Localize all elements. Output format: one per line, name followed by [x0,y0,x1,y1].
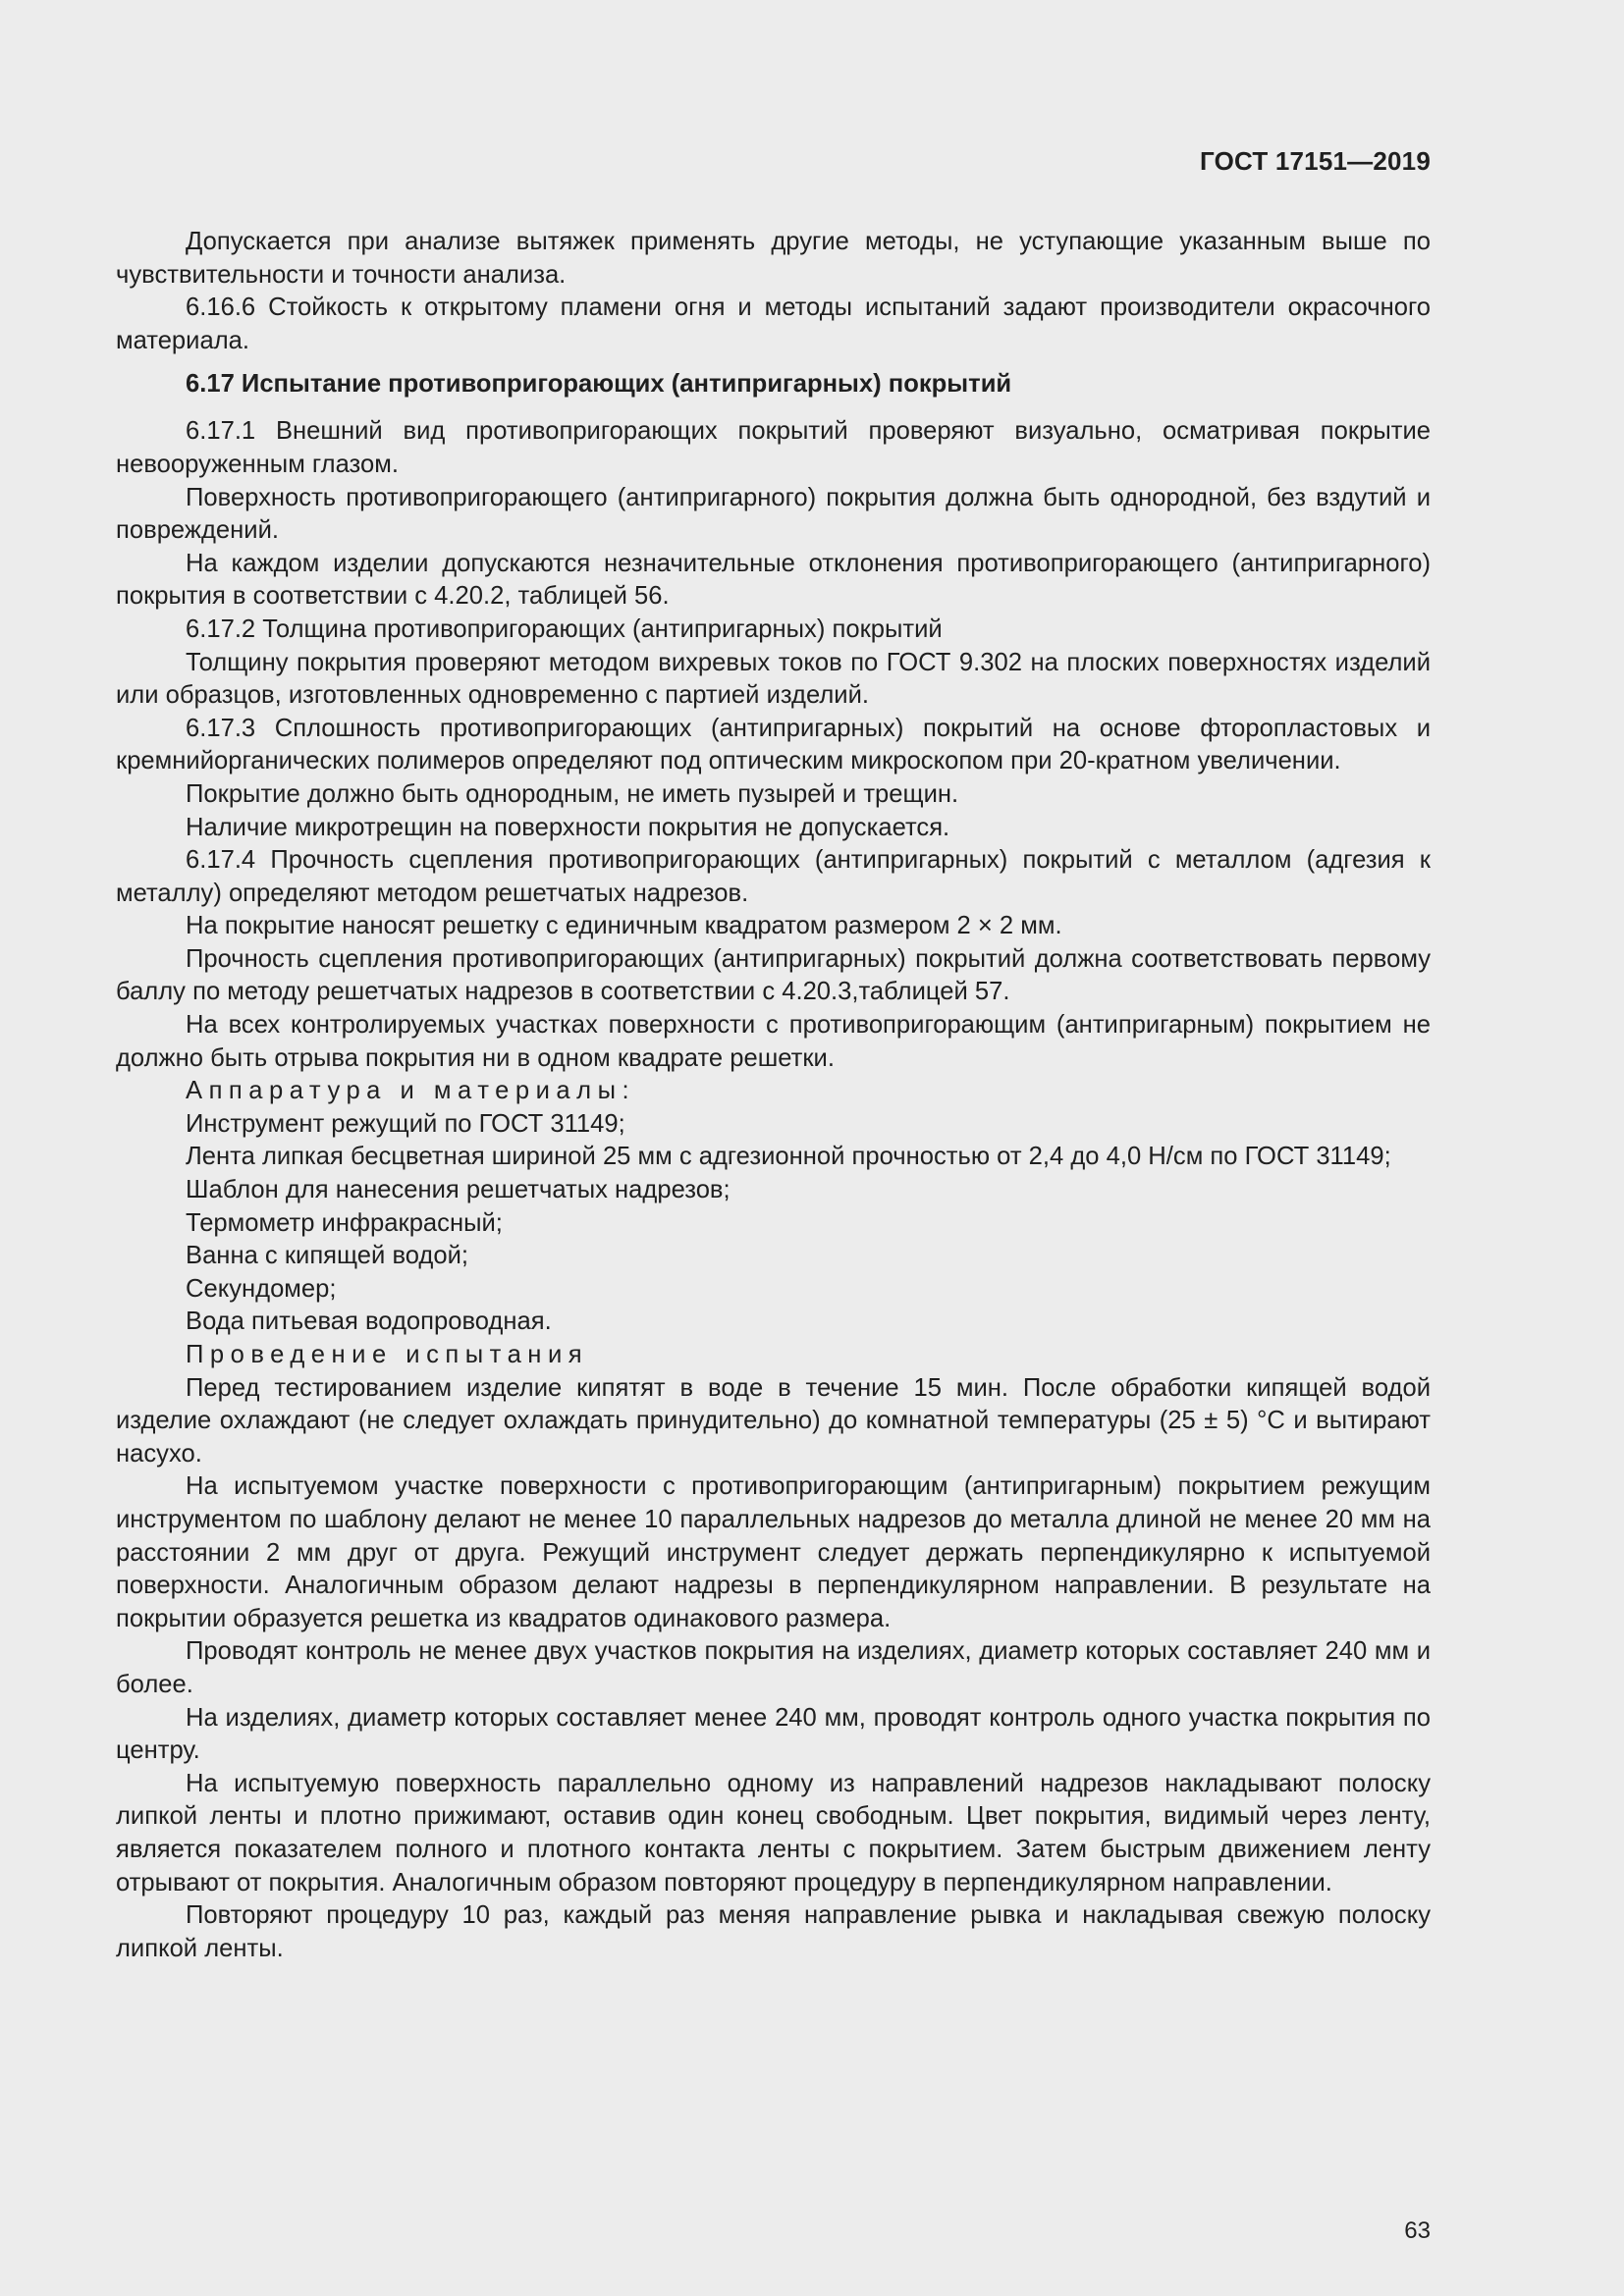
spaced-subheading: Аппаратура и материалы: [186,1077,636,1105]
paragraph: На изделиях, диаметр которых составляет менее 240 мм, проводят контроль одного участка покрытия по центру. [116,1703,1431,1765]
paragraph: Повторяют процедуру 10 раз, каждый раз меняя направление рывка и накладывая свежую полоску липкой ленты. [116,1901,1431,1962]
paragraph: Перед тестированием изделие кипятят в воде в течение 15 мин. После обработки кипящей водой изделие охлаждают (не следует охлаждать принудительно) до комнатной температуры (25 ± 5) °С и вытирают насухо. [116,1373,1431,1468]
list-item: Шаблон для нанесения решетчатых надрезов; [186,1176,731,1204]
paragraph: Проводят контроль не менее двух участков покрытия на изделиях, диаметр которых составляет 240 мм и более. [116,1637,1431,1698]
list-item: Термометр инфракрасный; [186,1208,503,1237]
document-code-header: ГОСТ 17151—2019 [1200,146,1431,176]
paragraph: Поверхность противопригорающего (антипригарного) покрытия должна быть однородной, без вздутий и повреждений. [116,483,1431,545]
list-item: Вода питьевая водопроводная. [186,1308,552,1336]
section-heading: 6.17 Испытание противопригорающих (антипригарных) покрытий [186,370,1012,399]
paragraph: 6.17.2 Толщина противопригорающих (антипригарных) покрытий [186,614,943,643]
list-item: Лента липкая бесцветная шириной 25 мм с адгезионной прочностью от 2,4 до 4,0 Н/см по ГОСТ 31149; [186,1143,1391,1171]
paragraph: Покрытие должно быть однородным, не иметь пузырей и трещин. [186,779,959,808]
paragraph: На испытуемом участке поверхности с противопригорающим (антипригарным) покрытием режущим инструментом по шаблону делают не менее 10 параллельных надрезов до металла длиной не менее 20 мм на расстоянии 2 мм друг от друга. Режущий инструмент следует держать перпендикулярно к испытуемой поверхности. Аналогичным образом делают надрезы в перпендикулярном направлении. В результате на покрытии образуется решетка из квадратов одинакового размера. [116,1472,1431,1632]
paragraph: На покрытие наносят решетку с единичным квадратом размером 2 × 2 мм. [186,912,1062,940]
paragraph: 6.17.4 Прочность сцепления противопригорающих (антипригарных) покрытий с металлом (адгезия к металлу) определяют методом решетчатых надрезов. [116,846,1431,907]
paragraph: 6.17.1 Внешний вид противопригорающих покрытий проверяют визуально, осматривая покрытие невооруженным глазом. [116,417,1431,478]
paragraph: Наличие микротрещин на поверхности покрытия не допускается. [186,813,950,841]
spaced-subheading: Проведение испытания [186,1341,589,1368]
paragraph: Допускается при анализе вытяжек применять другие методы, не уступающие указанным выше по чувствительности и точности анализа. [116,228,1431,289]
paragraph: 6.16.6 Стойкость к открытому пламени огня и методы испытаний задают производители окрасочного материала. [116,294,1431,354]
document-body [116,226,1431,1965]
document-page [116,145,1431,2244]
paragraph: 6.17.3 Сплошность противопригорающих (антипригарных) покрытий на основе фторопластовых и кремнийорганических полимеров определяют под оптическим микроскопом при 20-кратном увеличении. [116,714,1431,775]
paragraph: На испытуемую поверхность параллельно одному из направлений надрезов накладывают полоску липкой ленты и плотно прижимают, оставив один конец свободным. Цвет покрытия, видимый через ленту, является показателем полного и плотного контакта ленты с покрытием. Затем быстрым движением ленту отрывают от покрытия. Аналогичным образом повторяют процедуру в перпендикулярном направлении. [116,1769,1431,1896]
list-item: Инструмент режущий по ГОСТ 31149; [186,1109,625,1138]
paragraph: На каждом изделии допускаются незначительные отклонения противопригорающего (антипригарного) покрытия в соответствии с 4.20.2, таблицей 56. [116,549,1431,611]
list-item: Секундомер; [186,1274,337,1303]
list-item: Ванна с кипящей водой; [186,1242,469,1270]
paragraph: На всех контролируемых участках поверхности с противопригорающим (антипригарным) покрытием не должно быть отрыва покрытия ни в одном квадрате решетки. [116,1011,1431,1072]
paragraph: Прочность сцепления противопригорающих (антипригарных) покрытий должна соответствовать первому баллу по методу решетчатых надрезов в соответствии с 4.20.3,таблицей 57. [116,944,1431,1006]
page-number: 63 [1404,2217,1431,2244]
paragraph: Толщину покрытия проверяют методом вихревых токов по ГОСТ 9.302 на плоских поверхностях изделий или образцов, изготовленных одновременно с партией изделий. [116,648,1431,710]
